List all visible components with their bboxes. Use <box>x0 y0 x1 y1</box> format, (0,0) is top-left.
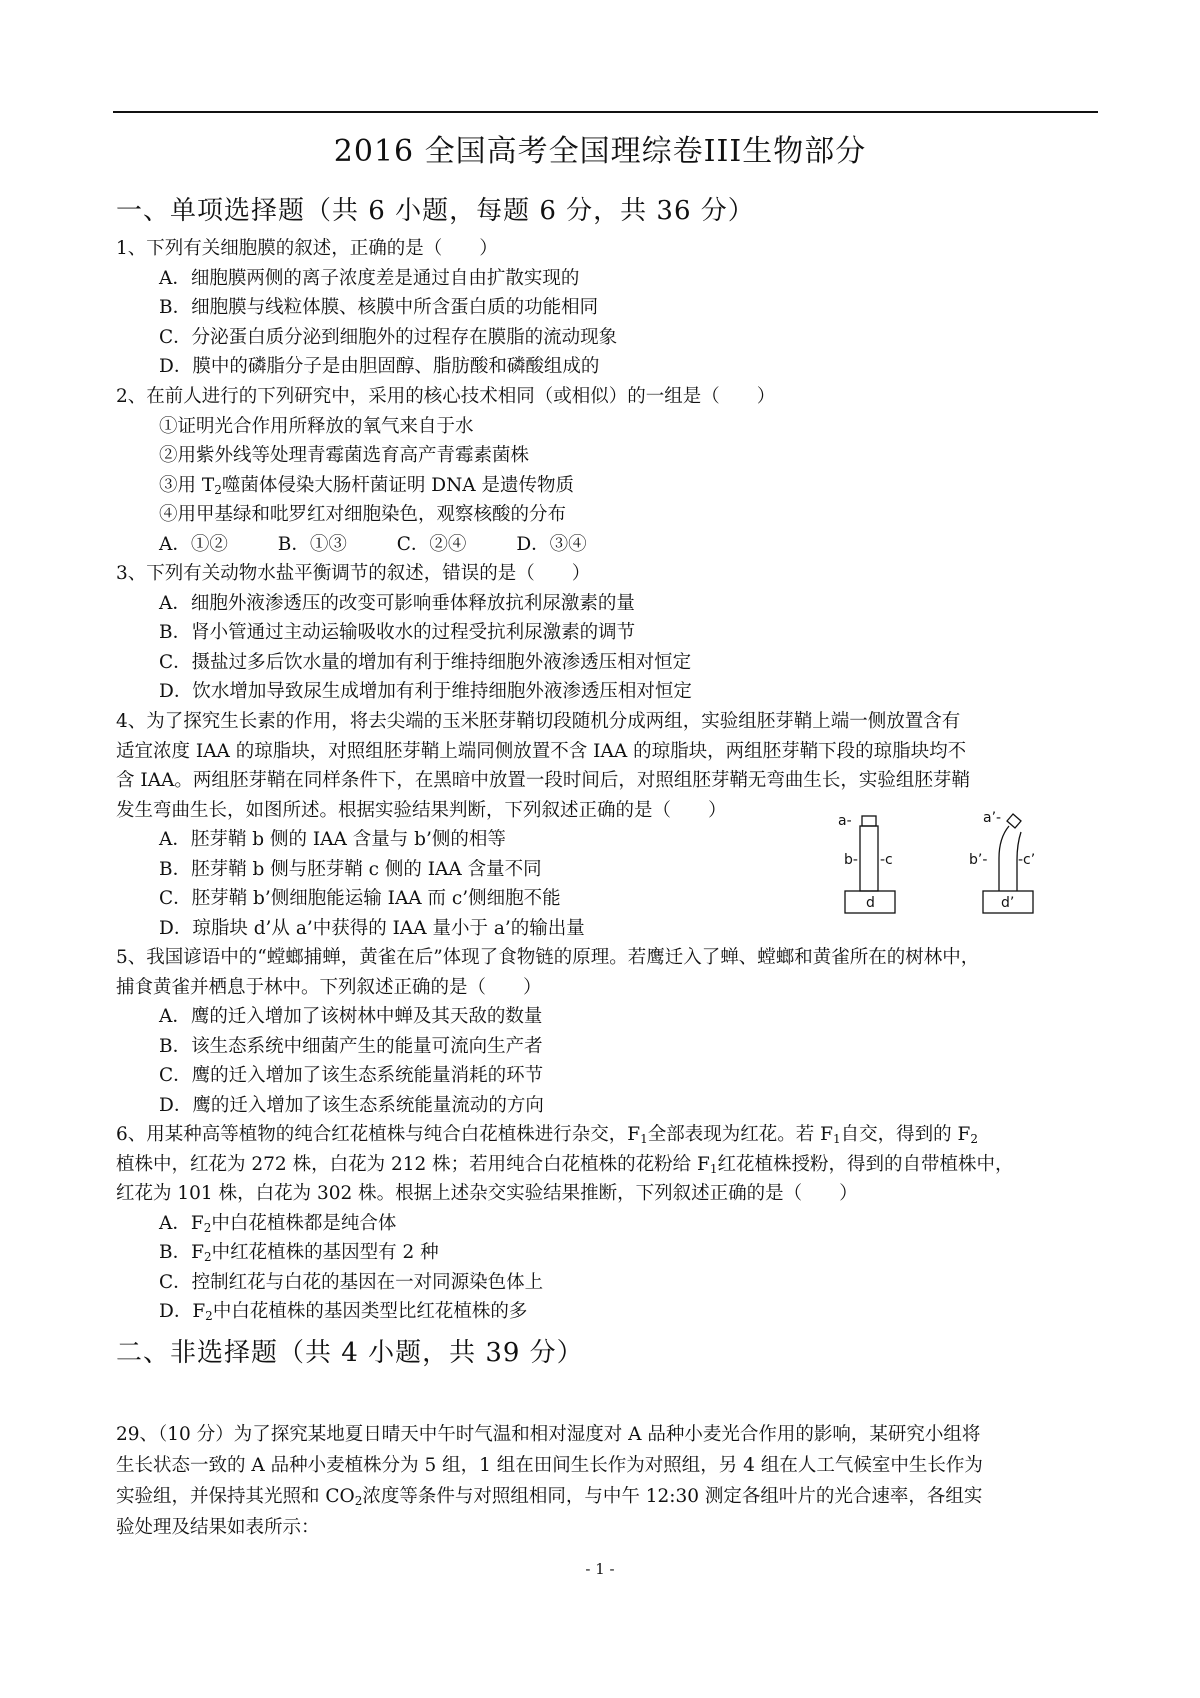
options-row <box>116 530 1101 560</box>
text: 中白花植株都是纯合体 <box>211 1212 397 1234</box>
label-c: -c <box>880 852 893 868</box>
label-a: a- <box>838 813 852 829</box>
option-a: A．胚芽鞘 b 侧的 IAA 含量与 b’侧的相等 <box>159 829 506 850</box>
label-b: b- <box>844 852 858 868</box>
option-b: B．胚芽鞘 b 侧与胚芽鞘 c 侧的 IAA 含量不同 <box>159 858 542 880</box>
question-stem-line-1: 5、我国谚语中的“螳螂捕蝉，黄雀在后”体现了食物链的原理。若鹰迁入了蝉、螳螂和黄雀所在的树林中， <box>116 947 980 968</box>
coleoptile-diagram <box>835 808 1035 923</box>
question-5 <box>116 943 1101 1120</box>
section-heading-choice: 一、单项选择题（共 6 小题，每题 6 分，共 36 分） <box>116 196 755 226</box>
question-1 <box>116 234 1101 382</box>
option-b: B．细胞膜与线粒体膜、核膜中所含蛋白质的功能相同 <box>159 297 599 318</box>
text: 红花植株授粉，得到的自带植株中， <box>717 1153 1014 1175</box>
item-4: ④用甲基绿和吡罗红对细胞染色，观察核酸的分布 <box>159 504 567 525</box>
label-a-prime: a’- <box>983 810 1002 826</box>
text: 6、用某种高等植物的纯合红花植株与纯合白花植株进行杂交，F <box>116 1124 641 1145</box>
option-a: A．细胞外液渗透压的改变可影响垂体释放抗利尿激素的量 <box>159 592 635 614</box>
subscript: 2 <box>205 1309 213 1323</box>
question-3 <box>116 559 1101 707</box>
option-c: C．控制红花与白花的基因在一对同源染色体上 <box>159 1271 544 1293</box>
question-stem: 3、下列有关动物水盐平衡调节的叙述，错误的是（ ） <box>116 563 591 584</box>
label-b-prime: b’- <box>969 852 988 868</box>
subscript: 2 <box>203 1250 212 1264</box>
subscript: 1 <box>640 1132 648 1146</box>
option-c: C．摄盐过多后饮水量的增加有利于维持细胞外液渗透压相对恒定 <box>159 651 692 673</box>
text: 实验组，并保持其光照和 CO <box>116 1486 355 1507</box>
agar-block-a-prime <box>1007 814 1021 828</box>
option-c: C．鹰的迁入增加了该生态系统能量消耗的环节 <box>159 1065 544 1086</box>
subscript: 2 <box>970 1132 978 1146</box>
option-b: B．肾小管通过主动运输吸收水的过程受抗利尿激素的调节 <box>159 622 636 643</box>
text: 自交，得到的 F <box>840 1124 971 1145</box>
option-d <box>116 1297 1101 1327</box>
page-number: - 1 - <box>585 1560 615 1578</box>
question-29-line-3 <box>116 1481 1101 1512</box>
question-6 <box>116 1120 1101 1327</box>
question-stem-line-2 <box>116 1150 1101 1180</box>
option-a: A．①② <box>159 533 228 555</box>
option-b: B．该生态系统中细菌产生的能量可流向生产者 <box>159 1035 543 1057</box>
question-29 <box>116 1419 1101 1543</box>
coleoptile-control <box>860 826 878 891</box>
text: D．F <box>159 1301 206 1322</box>
question-stem: 1、下列有关细胞膜的叙述，正确的是（ ） <box>116 238 498 259</box>
question-stem-line-1: 4、为了探究生长素的作用，将去尖端的玉米胚芽鞘切段随机分成两组，实验组胚芽鞘上端一侧放置含有 <box>116 711 961 732</box>
question-stem-line-2: 捕食黄雀并栖息于林中。下列叙述正确的是（ ） <box>116 976 542 998</box>
question-2 <box>116 382 1101 559</box>
item-3-pre: ③用 T <box>159 474 215 496</box>
question-stem-line-2: 适宜浓度 IAA 的琼脂块，对照组胚芽鞘上端同侧放置不含 IAA 的琼脂块，两组胚芽鞘下段的琼脂块均不 <box>116 740 967 762</box>
subscript: 2 <box>354 1494 363 1508</box>
option-a: A．鹰的迁入增加了该树林中蝉及其天敌的数量 <box>159 1006 543 1027</box>
question-29-line-2: 生长状态一致的 A 品种小麦植株分为 5 组，1 组在田间生长作为对照组，另 4 组在人工气候室中生长作为 <box>116 1455 983 1476</box>
option-a: A．细胞膜两侧的离子浓度差是通过自由扩散实现的 <box>159 267 580 289</box>
question-stem-line-4: 发生弯曲生长，如图所述。根据实验结果判断，下列叙述正确的是（ ） <box>116 799 727 821</box>
section-heading-nonchoice: 二、非选择题（共 4 小题，共 39 分） <box>116 1338 584 1368</box>
option-c: C．胚芽鞘 b’侧细胞能运输 IAA 而 c’侧细胞不能 <box>159 888 561 909</box>
subscript: 1 <box>709 1161 718 1176</box>
item-3 <box>116 471 1101 501</box>
text: 浓度等条件与对照组相同，与中午 12:30 测定各组叶片的光合速率，各组实 <box>362 1486 983 1507</box>
option-d: D．③④ <box>516 533 587 555</box>
option-d: D．琼脂块 d’从 a’中获得的 IAA 量小于 a’的输出量 <box>159 917 585 939</box>
text: 中白花植株的基因类型比红花植株的多 <box>212 1301 528 1322</box>
subscript: 1 <box>832 1132 841 1146</box>
text: A．F <box>159 1212 204 1234</box>
label-d: d <box>866 895 875 911</box>
text: 中红花植株的基因型有 2 种 <box>211 1242 439 1263</box>
option-b <box>116 1238 1101 1268</box>
text: 全部表现为红花。若 F <box>647 1124 833 1145</box>
question-29-line-1: 29、（10 分）为了探究某地夏日晴天中午时气温和相对湿度对 A 品种小麦光合作用的影响，某研究小组将 <box>116 1424 981 1445</box>
item-3-sub: 2 <box>214 482 222 497</box>
item-2: ②用紫外线等处理青霉菌选育高产青霉素菌株 <box>159 445 530 466</box>
option-c: C．分泌蛋白质分泌到细胞外的过程存在膜脂的流动现象 <box>159 326 618 348</box>
coleoptile-left-edge <box>999 826 1009 891</box>
text: 植株中，红花为 272 株，白花为 212 株；若用纯合白花植株的花粉给 F <box>116 1153 710 1175</box>
option-b: B．①③ <box>277 533 347 555</box>
agar-block-a <box>862 816 876 826</box>
question-stem-line-1 <box>116 1120 1101 1150</box>
item-3-post: 噬菌体侵染大肠杆菌证明 DNA 是遗传物质 <box>221 474 575 496</box>
option-c: C．②④ <box>396 533 467 555</box>
option-d: D．膜中的磷脂分子是由胆固醇、脂肪酸和磷酸组成的 <box>159 356 600 377</box>
label-d-prime: d’ <box>1001 895 1015 911</box>
option-d: D．鹰的迁入增加了该生态系统能量流动的方向 <box>159 1094 544 1116</box>
text: B．F <box>159 1242 204 1263</box>
question-29-line-4: 验处理及结果如表所示： <box>116 1517 320 1538</box>
question-stem-line-3: 含 IAA。两组胚芽鞘在同样条件下，在黑暗中放置一段时间后，对照组胚芽鞘无弯曲生长，实验组胚芽鞘 <box>116 770 970 791</box>
page-title: 2016 全国高考全国理综卷III生物部分 <box>333 134 867 169</box>
option-a <box>116 1209 1101 1239</box>
subscript: 2 <box>203 1220 212 1235</box>
label-c-prime: -c’ <box>1018 852 1035 868</box>
header-rule <box>113 111 1098 113</box>
question-stem-line-3: 红花为 101 株，白花为 302 株。根据上述杂交实验结果推断，下列叙述正确的是（ ） <box>116 1183 858 1204</box>
item-1: ①证明光合作用所释放的氧气来自于水 <box>159 415 474 437</box>
question-stem: 2、在前人进行的下列研究中，采用的核心技术相同（或相似）的一组是（ ） <box>116 386 776 407</box>
option-d: D．饮水增加导致尿生成增加有利于维持细胞外液渗透压相对恒定 <box>159 681 692 702</box>
